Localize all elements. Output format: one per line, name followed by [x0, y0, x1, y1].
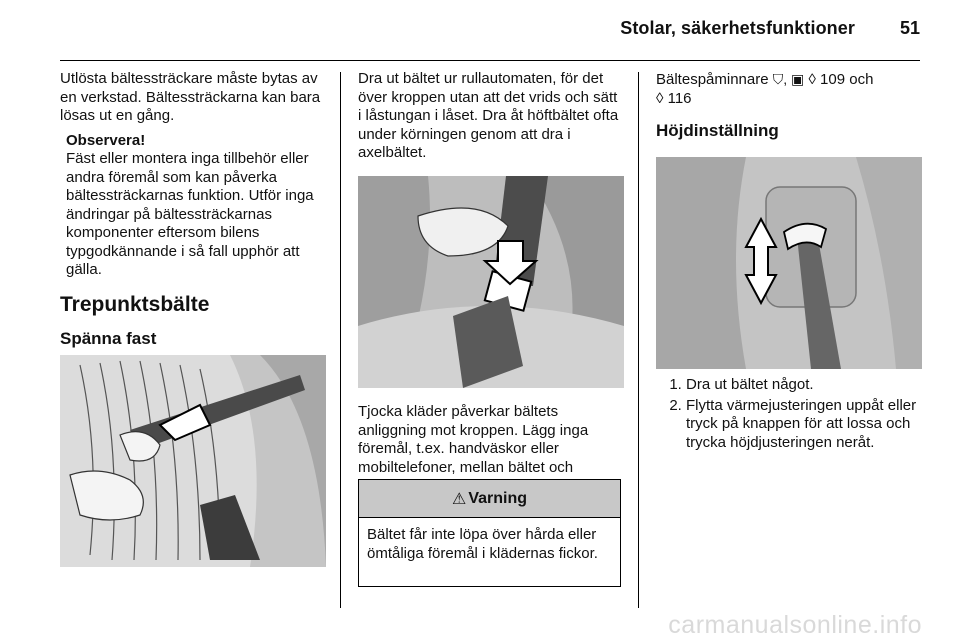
header-title: Stolar, säkerhetsfunktioner	[620, 18, 855, 38]
warning-box	[358, 479, 621, 587]
seatbelt-reminder-icon: ⛉, ▣	[772, 71, 805, 87]
page-reference[interactable]: 109 och	[820, 71, 874, 88]
instruction-paragraph: Dra ut bältet ur rullautomaten, för det över kroppen utan att det vrids och sätt i låstungan i låset. Dra åt höftbältet ofta under körningen genom att dra i axelbältet.	[358, 70, 619, 161]
page-reference[interactable]: 116	[667, 89, 692, 107]
adjustment-steps	[662, 376, 924, 454]
intro-paragraph: Utlösta bältessträckare måste bytas av en verkstad. Bältessträckarna kan bara lösas ut en gång.	[60, 70, 321, 124]
reminder-line	[656, 70, 922, 108]
step-item: 1. Dra ut bältet något.	[686, 376, 924, 395]
column-3	[656, 70, 922, 142]
section-heading: Höjdinställning	[656, 121, 779, 140]
clothing-paragraph: Tjocka kläder påverkar bältets anliggning mot kroppen. Lägg inga föremål, t.ex. handväskor eller mobiltelefoner, mellan bältet och	[358, 403, 589, 476]
warning-title: Varning	[468, 489, 528, 507]
column-divider	[340, 72, 341, 608]
warning-text: Bältet får inte löpa över hårda eller ömtåliga föremål i klädernas fickor.	[367, 526, 598, 562]
reference-icon: ◊	[656, 89, 664, 107]
page-number: 51	[899, 18, 920, 38]
column-divider	[638, 72, 639, 608]
column-2	[358, 70, 624, 163]
subsection-heading: Spänna fast	[60, 328, 157, 348]
reminder-text: Bältespåminnare	[656, 71, 769, 88]
reference-icon: ◊	[808, 71, 816, 88]
watermark: carmanualsonline.info	[668, 611, 922, 639]
height-adjustment-illustration	[656, 157, 922, 369]
note-block	[66, 132, 328, 280]
note-title: Observera!	[66, 131, 146, 149]
seatbelt-fastening-illustration	[60, 355, 326, 567]
step-item: 2. Flytta värmejusteringen uppåt eller tryck på knappen för att lossa och trycka höjdjusteringen neråt.	[686, 397, 924, 453]
section-heading: Trepunktsbälte	[60, 292, 210, 316]
column-1	[60, 70, 328, 350]
note-text: Fäst eller montera inga tillbehör eller andra föremål som kan påverka bältessträckarnas funktion. Utför inga ändringar på bältessträckarnas komponenter eftersom bilens typgodkännande i så fall upphör att gälla.	[66, 150, 314, 278]
warning-icon: ⚠	[451, 490, 467, 508]
header-rule	[60, 60, 920, 61]
buckle-insertion-illustration	[358, 176, 624, 388]
warning-header	[359, 480, 620, 518]
